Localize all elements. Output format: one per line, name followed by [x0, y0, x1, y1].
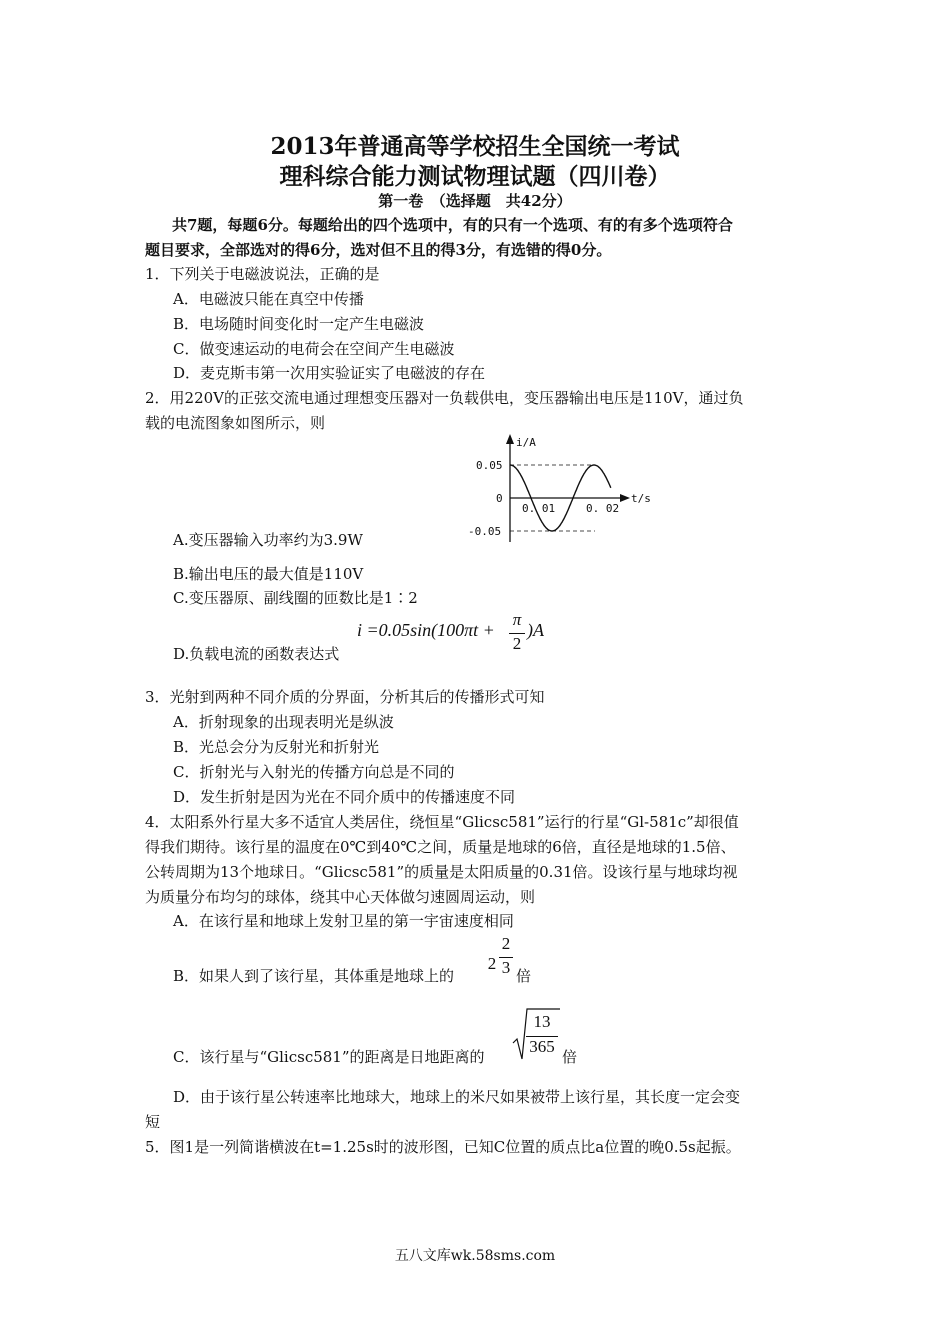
graph-x-tick-2: 0. 02 [586, 502, 620, 515]
q2-option-d: D.负载电流的函数表达式 [173, 645, 340, 663]
q2-option-b: B.输出电压的最大值是110V [173, 565, 364, 583]
q5-stem: 5．图1是一列简谐横波在t=1.25s时的波形图，已知C位置的质点比a位置的晚0.5s起振。 [145, 1138, 741, 1156]
q4-option-d-line-1: D．由于该行星公转速率比地球大，地球上的米尺如果被带上该行星，其长度一定会变 [173, 1088, 741, 1106]
q4-option-c: C．该行星与“Glicsc581”的距离是日地距离的 [173, 1048, 485, 1066]
q3-option-d: D．发生折射是因为光在不同介质中的传播速度不同 [173, 788, 516, 806]
q1-option-a: A．电磁波只能在真空中传播 [173, 290, 364, 308]
q4-line-3: 公转周期为13个地球日。“Glicsc581”的质量是太阳质量的0.31倍。设该行星与地球均视 [145, 863, 738, 881]
q4-option-b: B．如果人到了该行星，其体重是地球上的 [173, 967, 455, 985]
graph-y-label: i/A [516, 436, 536, 449]
q4-b-suffix: 倍 [516, 967, 532, 985]
graph-origin-label: 0 [496, 492, 503, 505]
q4-b-whole: 2 [487, 954, 497, 973]
q2-current-graph [460, 430, 660, 550]
q2-option-c: C.变压器原、副线圈的匝数比是1∶2 [173, 589, 418, 607]
q4-line-4: 为质量分布均匀的球体，绕其中心天体做匀速圆周运动，则 [145, 888, 536, 906]
q4-b-denominator: 3 [501, 958, 511, 977]
q4-c-numerator: 13 [533, 1012, 551, 1031]
exam-subtitle: 理科综合能力测试物理试题（四川卷） [279, 163, 671, 190]
q2-formula-denominator: 2 [512, 634, 522, 653]
section-heading: 第一卷 （选择题 共42分） [378, 192, 572, 210]
q1-option-d: D．麦克斯韦第一次用实验证实了电磁波的存在 [173, 364, 486, 382]
q2-option-a: A.变压器输入功率约为3.9W [173, 531, 363, 549]
graph-y-arrow [506, 434, 514, 444]
q4-option-d-line-2: 短 [145, 1113, 161, 1131]
q1-option-b: B．电场随时间变化时一定产生电磁波 [173, 315, 425, 333]
exam-title: 2013年普通高等学校招生全国统一考试 [270, 133, 680, 160]
graph-x-label: t/s [631, 492, 651, 505]
q1-stem: 1．下列关于电磁波说法，正确的是 [145, 265, 380, 283]
footer-watermark: 五八文库wk.58sms.com [394, 1248, 556, 1264]
q2-stem-line-2: 载的电流图象如图所示，则 [145, 414, 326, 432]
q3-option-a: A．折射现象的出现表明光是纵波 [173, 713, 394, 731]
q1-option-c: C．做变速运动的电荷会在空间产生电磁波 [173, 340, 455, 358]
graph-y-max-label: 0.05 [476, 459, 503, 472]
q4-line-2: 得我们期待。该行星的温度在0℃到40℃之间，质量是地球的6倍，直径是地球的1.5倍、 [145, 838, 736, 856]
q2-formula-right: )A [527, 620, 544, 640]
graph-x-tick-1: 0. 01 [522, 502, 556, 515]
q4-option-a: A．在该行星和地球上发射卫星的第一宇宙速度相同 [173, 912, 514, 930]
q4-c-denominator: 365 [529, 1037, 555, 1056]
q4-c-suffix: 倍 [562, 1048, 578, 1066]
q3-stem: 3．光射到两种不同介质的分界面，分析其后的传播形式可知 [145, 688, 545, 706]
graph-x-arrow [620, 494, 630, 502]
q2-formula-numerator: π [512, 610, 522, 629]
q2-formula-left: i =0.05sin(100πt + [357, 620, 495, 640]
q4-b-numerator: 2 [501, 934, 511, 953]
q3-option-b: B．光总会分为反射光和折射光 [173, 738, 380, 756]
instructions-line-1: 共7题，每题6分。每题给出的四个选项中，有的只有一个选项、有的有多个选项符合 [172, 216, 733, 234]
instructions-line-2: 题目要求，全部选对的得6分，选对但不且的得3分，有选错的得0分。 [145, 241, 612, 259]
q4-line-1: 4．太阳系外行星大多不适宜人类居住，绕恒星“Glicsc581”运行的行星“Gl-581c”却很值 [145, 813, 739, 831]
q3-option-c: C．折射光与入射光的传播方向总是不同的 [173, 763, 455, 781]
graph-y-min-label: -0.05 [468, 525, 502, 538]
q2-stem-line-1: 2．用220V的正弦交流电通过理想变压器对一负载供电，变压器输出电压是110V，通过负 [145, 389, 744, 407]
